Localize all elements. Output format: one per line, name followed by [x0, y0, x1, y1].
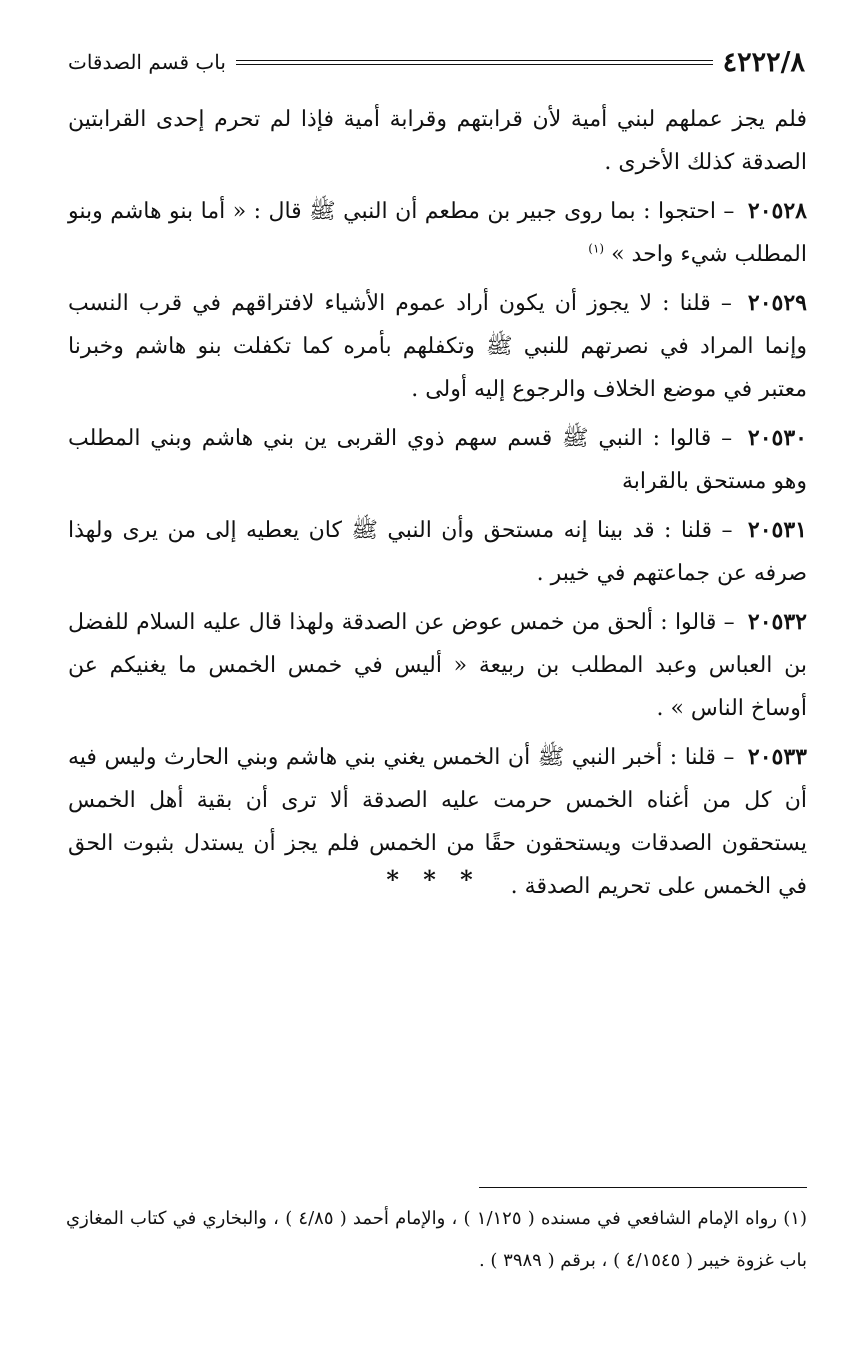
paragraph: [68, 417, 807, 503]
paragraph: [68, 282, 807, 411]
paragraph: [68, 601, 807, 730]
footnote-rule: [479, 1187, 807, 1188]
page-number: ٤٢٢٢/٨: [722, 46, 805, 78]
paragraph-text: – احتجوا : بما روى جبير بن مطعم أن النبي ﷺ قال : « أما بنو هاشم وبنو المطلب شيء واحد »: [68, 199, 807, 267]
section-separator: * * *: [386, 865, 481, 894]
chapter-title: باب قسم الصدقات: [68, 50, 226, 74]
paragraph-number: ٢٠٥٢٩: [747, 290, 807, 316]
paragraph-number: ٢٠٥٣١: [747, 517, 807, 543]
footnotes: [66, 1198, 807, 1282]
paragraph-text: – قلنا : قد بينا إنه مستحق وأن النبي ﷺ كان يعطيه إلى من يرى ولهذا صرفه عن جماعتهم في خيبر .: [68, 518, 807, 586]
header-rule: [236, 60, 713, 65]
paragraph-number: ٢٠٥٣٣: [747, 744, 807, 770]
paragraph-text: – قلنا : أخبر النبي ﷺ أن الخمس يغني بني هاشم وبني الحارث وليس فيه أن كل من أغناه الخمس حرمت عليه الصدقة ألا ترى أن بقية أهل الخمس يستحقون الصدقات ويستحقون حقًا من الخمس فلم يجز أن يستدل بثبوت الحق في الخمس على تحريم الصدقة .: [68, 745, 807, 899]
paragraph-text: – قالوا : النبي ﷺ قسم سهم ذوي القربى ين بني هاشم وبني المطلب وهو مستحق بالقرابة: [68, 426, 807, 494]
page-header: [68, 42, 805, 82]
paragraph: [68, 509, 807, 595]
paragraph-number: ٢٠٥٣٢: [747, 609, 807, 635]
paragraph-text: فلم يجز عملهم لبني أمية لأن قرابتهم وقرابة أمية فإذا لم تحرم إحدى القرابتين الصدقة كذلك الأخرى .: [68, 107, 807, 175]
paragraph-number: ٢٠٥٢٨: [747, 198, 807, 224]
footnote: (١) رواه الإمام الشافعي في مسنده ( ١/١٢٥ ) ، والإمام أحمد ( ٤/٨٥ ) ، والبخاري في كتاب المغازي باب غزوة خيبر ( ٤/١٥٤٥ ) ، برقم ( ٣٩٨٩ ) .: [66, 1208, 807, 1271]
footnote-reference[interactable]: (١): [588, 241, 605, 256]
paragraph: [68, 190, 807, 276]
paragraph-text: – قالوا : ألحق من خمس عوض عن الصدقة ولهذا قال عليه السلام للفضل بن العباس وعبد المطلب بن ربيعة « أليس في خمس الخمس ما يغنيكم عن أوساخ الناس » .: [68, 610, 807, 721]
paragraph: [68, 98, 807, 184]
paragraph-number: ٢٠٥٣٠: [747, 425, 807, 451]
paragraph-text: – قلنا : لا يجوز أن يكون أراد عموم الأشياء لافتراقهم في قرب النسب وإنما المراد في نصرتهم للنبي ﷺ وتكفلهم بأمره كما تكفلت بنو هاشم وخبرنا معتبر في موضع الخلاف والرجوع إليه أولى .: [68, 291, 807, 402]
body-text: [68, 98, 807, 914]
